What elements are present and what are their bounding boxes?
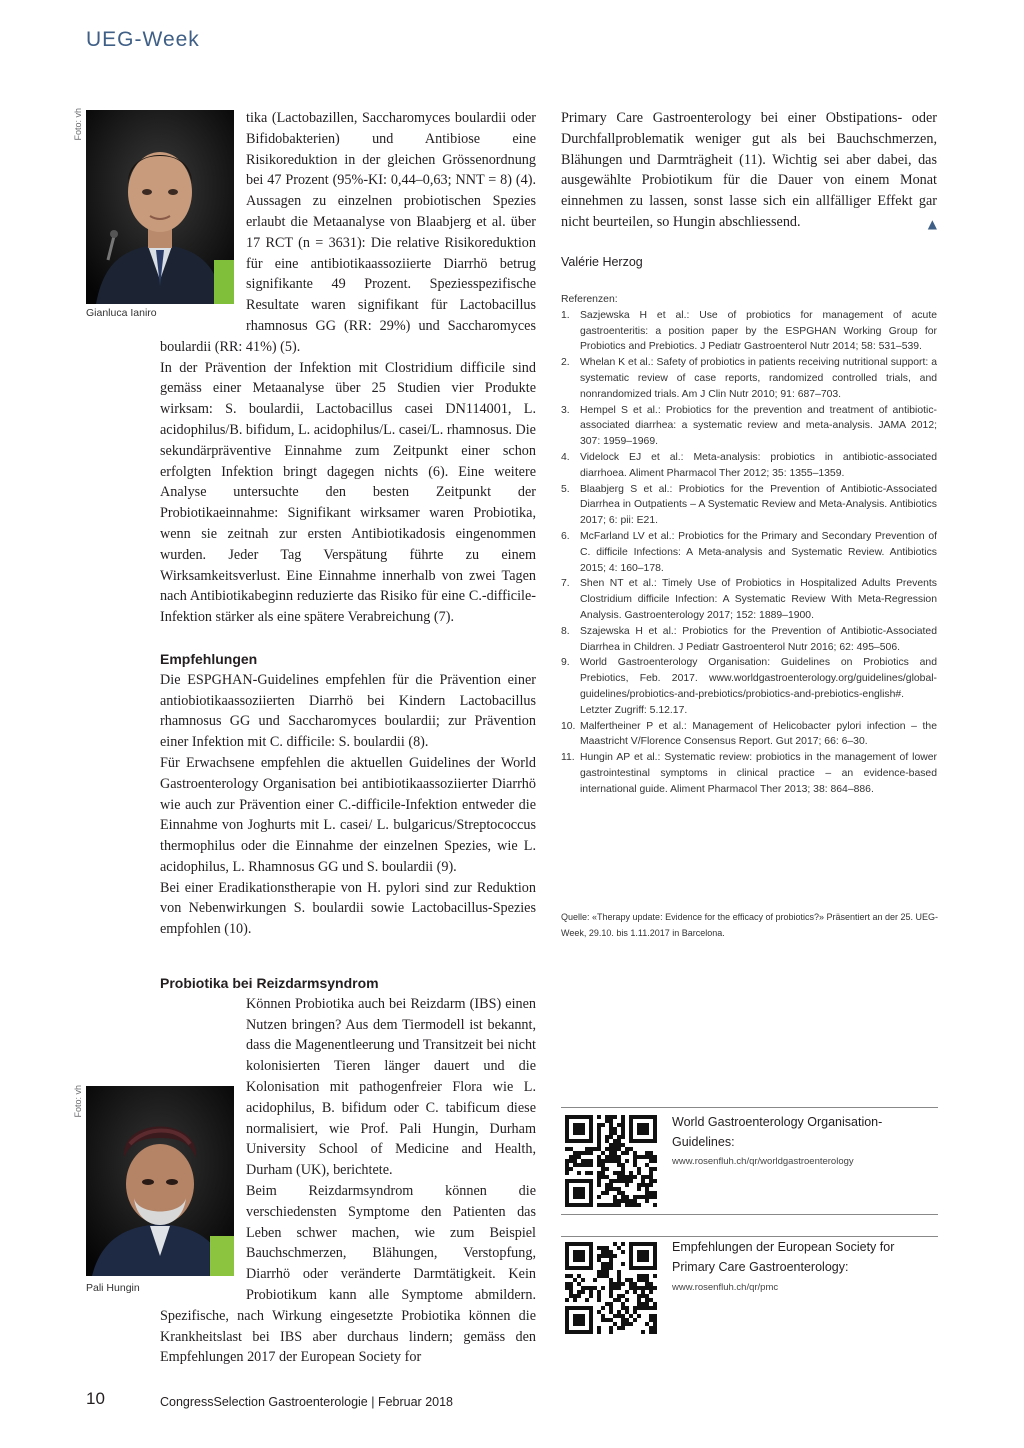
reference-text: Hungin AP et al.: Systematic review: probiotics in the management of lower gastrointestinal symptoms in clinical practice – an evidence-based international guide. Aliment Pharmacol Ther 2013; 38: 864–886. (580, 752, 937, 795)
reference-item (561, 308, 937, 355)
source-note: Quelle: «Therapy update: Evidence for the efficacy of probiotics?» Präsentiert an der 25. UEG-Week, 29.10. bis 1.11.2017 in Barcelona. (561, 912, 939, 938)
references-heading: Referenzen: (561, 294, 618, 305)
section-title: UEG-Week (86, 28, 200, 51)
heading-reizdarmsyndrom: Probiotika bei Reizdarmsyndrom (160, 975, 379, 991)
reference-number: 11. (561, 752, 575, 764)
reference-item (561, 529, 937, 576)
article-end-icon: ▲ (927, 216, 937, 231)
reference-item (561, 355, 937, 402)
qr-title: Empfehlungen der European Society for Primary Care Gastroenterology: (672, 1240, 895, 1274)
references-list (561, 308, 937, 798)
reference-text: World Gastroenterology Organisation: Guidelines on Probiotics and Prebiotics, Feb. 2017. www.worldgastroenterology.org/guidelines/global-guidelines/probiotics-and-prebiotics/probiotics-and-prebiotics-english#. Letzter Zugriff: 5.12.17. (580, 657, 937, 716)
qr-url[interactable]: www.rosenfluh.ch/qr/worldgastroenterology (672, 1156, 854, 1167)
paragraph (561, 108, 937, 233)
reference-text: Hempel S et al.: Probiotics for the prevention and treatment of antibiotic-associated diarrhea: a systematic review and meta-analysis. JAMA 2012; 307: 1959–1969. (580, 404, 937, 448)
reference-item (561, 482, 937, 529)
paragraph: Können Probiotika auch bei Reizdarm (IBS) einen Nutzen bringen? Aus dem Tiermodell ist bekannt, dass die Magenentleerung und Transitzeit bei nicht kolonisierten Tieren länger dauert und die Kolonisation mit pathogenfreier Flora wie L. acidophilus, B. bifidum oder C. tabificum diese normalisiert, wie Prof. Pali Hungin, Durham University School of Medicine and Health, Durham (UK), berichtete. (246, 995, 536, 1179)
reference-text: Sazjewska H et al.: Use of probiotics for management of acute gastroenteritis: a position paper by the ESPGHAN Working Group for Probiotics and Prebiotics. J Pediatr Gastroenterol Nutr 2014; 58: 531–539. (580, 309, 937, 353)
qr-url[interactable]: www.rosenfluh.ch/qr/pmc (672, 1282, 779, 1293)
paragraph: Beim Reizdarmsyndrom können die verschiedensten Symptome den Patienten das Leben schwer machen, wie zum Beispiel Bauchschmerzen, Blähungen, Verstopfung, Diarrhö oder veränderte Darmtätigkeit. Kein Probiotikum kann alle Symptome abmildern. Spezifische, nach Wirkung eingesetzte Probiotika können die Krankheitslast bei IBS aber durchaus lindern; gemäss den Empfehlungen 2017 der European Society for (160, 1182, 536, 1366)
reference-item (561, 403, 937, 450)
qr-code-icon[interactable] (565, 1241, 657, 1335)
reference-text: Whelan K et al.: Safety of probiotics in patients receiving nutritional support: a systematic review of case reports, randomized controlled trials, and nonrandomized trials. Am J Clin Nutr 2010; 91: 687–703. (580, 357, 937, 400)
article-column-1-lower (160, 973, 536, 1368)
paragraph: Bei einer Eradikationstherapie von H. pylori sind zur Reduktion von Nebenwirkungen S. boulardii sowie Lactobacillus-Spezies empfohlen (10). (160, 879, 536, 938)
reference-number: 6. (561, 530, 570, 542)
heading-empfehlungen: Empfehlungen (160, 650, 258, 667)
reference-number: 10. (561, 720, 576, 732)
reference-number: 5. (561, 483, 570, 495)
photo-caption: Pali Hungin (86, 1282, 140, 1294)
reference-text: Shen NT et al.: Timely Use of Probiotics in Hospitalized Adults Prevents Clostridium difficile Infection: A Systematic Review With Meta-Regression Analysis. Gastroenterology 2017; 152: 1889–1900. (580, 578, 937, 621)
reference-number: 1. (561, 309, 570, 321)
paragraph: tika (Lactobazillen, Saccharomyces boulardii oder Bifidobakterien) und Antibiose eine Risikoreduktion in der gleichen Grössenordnung bei 47 Prozent (95%-KI: 0,44–0,63; NNT = 8) (4). Aussagen zu einzelnen probiotischen Spezies erlaubt die Metaanalyse von Blaabjerg et al. über 17 RCT (n = 3631): Die relative Risikoreduktion für eine antibiotikaassoziierte Diarrhö betrug signifikante 49 Prozent. Speziesspezifische Resultate waren signifikant für Lactobacillus rhamnosus GG (RR: 29%) und Saccharomyces boulardii (RR: 41%) (5). (160, 110, 536, 355)
paragraph: Die ESPGHAN-Guidelines empfehlen für die Prävention einer antiobiotikaassoziierten Diarrhö bei Kindern Lactobacillus rhamnosus GG und Saccharomyces boulardii; zur Prävention einer Infektion mit C. difficile: S. boulardii (8). (160, 671, 536, 751)
reference-number: 8. (561, 625, 570, 637)
photo-wrap-spacer (160, 1077, 246, 1287)
qr-title: World Gastroenterology Organisation-Guidelines: (672, 1115, 883, 1149)
qr-box-pmc (561, 1236, 938, 1337)
photo-wrap-spacer (160, 108, 246, 336)
reference-number: 9. (561, 657, 570, 669)
photo-credit: Foto: vh (73, 1085, 83, 1118)
references (561, 292, 937, 798)
publication-footer: CongressSelection Gastroenterologie | Februar 2018 (160, 1395, 453, 1409)
reference-text: Szajewska H et al.: Probiotics for the Prevention of Antibiotic-Associated Diarrhea in Children. J Pediatr Gastroenterol Nutr 2016; 62: 495–506. (580, 625, 937, 653)
author: Valérie Herzog (561, 255, 643, 269)
reference-text: McFarland LV et al.: Probiotics for the Primary and Secondary Prevention of C. difficile Infections: A Meta-analysis and Systematic Review. Antibiotics 2015; 4: 160–178. (580, 530, 937, 574)
photo-caption: Gianluca Ianiro (86, 307, 157, 319)
qr-box-wgo (561, 1107, 938, 1215)
reference-number: 7. (561, 578, 570, 590)
paragraph: Für Erwachsene empfehlen die aktuellen Guidelines der World Gastroenterology Organisation bei antibiotikaassoziierter Diarrhö wie auch zur Prävention einer C.-difficile-Infektion entweder die Einnahme von Joghurts mit L. casei/ L. bulgaricus/Streptococcus thermophilus oder die Einnahme der einzelnen Spezies, wie L. acidophilus, L. Rhamnosus GG und S. boulardii (9). (160, 754, 536, 875)
reference-item (561, 750, 937, 797)
reference-number: 3. (561, 404, 570, 416)
article-column-1-upper (160, 108, 536, 940)
reference-item (561, 655, 937, 718)
reference-text: Videlock EJ et al.: Meta-analysis: probiotics in antibiotic-associated diarrhoea. Aliment Pharmacol Ther 2012; 35: 1355–1359. (580, 451, 937, 479)
reference-item (561, 576, 937, 623)
reference-item (561, 450, 937, 482)
reference-item (561, 719, 937, 751)
paragraph-text: Primary Care Gastroenterology bei einer Obstipations- oder Durchfallproblematik weniger gut als bei Bauchschmerzen, Blähungen und Darmträgheit (11). Wichtig sei aber dabei, das ausgewählte Probiotikum für die Dauer von einem Monat einnehmen zu lassen, sonst lasse sich ein allfälliger Effekt gar nicht beurteilen, so Hungin abschliessend. (561, 110, 937, 230)
reference-number: 4. (561, 451, 570, 463)
page-number: 10 (86, 1389, 105, 1408)
reference-number: 2. (561, 357, 570, 369)
qr-code-icon[interactable] (565, 1114, 657, 1208)
paragraph: In der Prävention der Infektion mit Clostridium difficile sind gemäss einer Metaanalyse über 25 Studien vier Produkte wirksam: S. boulardii, Lactobacillus casei DN114001, L. acidophilus/B. bifidum, L. acidophilus/L. casei/L. rhamnosus. Die sekundärpräventive Einnahme zum Zeitpunkt einer schon erfolgten Infektion bringt dagegen nichts (6). Eine weitere Analyse untersuchte den besten Zeitpunkt der Probiotikaeinnahme: Signifikant wirksamer waren Probiotika, wenn sie zeitnah zur ersten Antibiotikadosis eingenommen wurden. Jeder Tag Verspätung führte zu einem Wirksamkeitsverlust. Eine Einnahme innerhalb von zwei Tagen nach Antibiotikabeginn reduzierte das Risiko für eine C.-difficile-Infektion stärker als eine spätere Verabreichung (7). (160, 359, 536, 626)
article-column-2 (561, 108, 937, 235)
reference-text: Blaabjerg S et al.: Probiotics for the Prevention of Antibiotic-Associated Diarrhea in Outpatients – A Systematic Review and Meta-Analysis. Antibiotics 2017; 6: pii: E21. (580, 483, 937, 527)
reference-text: Malfertheiner P et al.: Management of Helicobacter pylori infection – the Maastricht V/Florence Consensus Report. Gut 2017; 66: 6–30. (580, 720, 937, 748)
photo-credit: Foto: vh (73, 108, 83, 141)
reference-item (561, 624, 937, 656)
